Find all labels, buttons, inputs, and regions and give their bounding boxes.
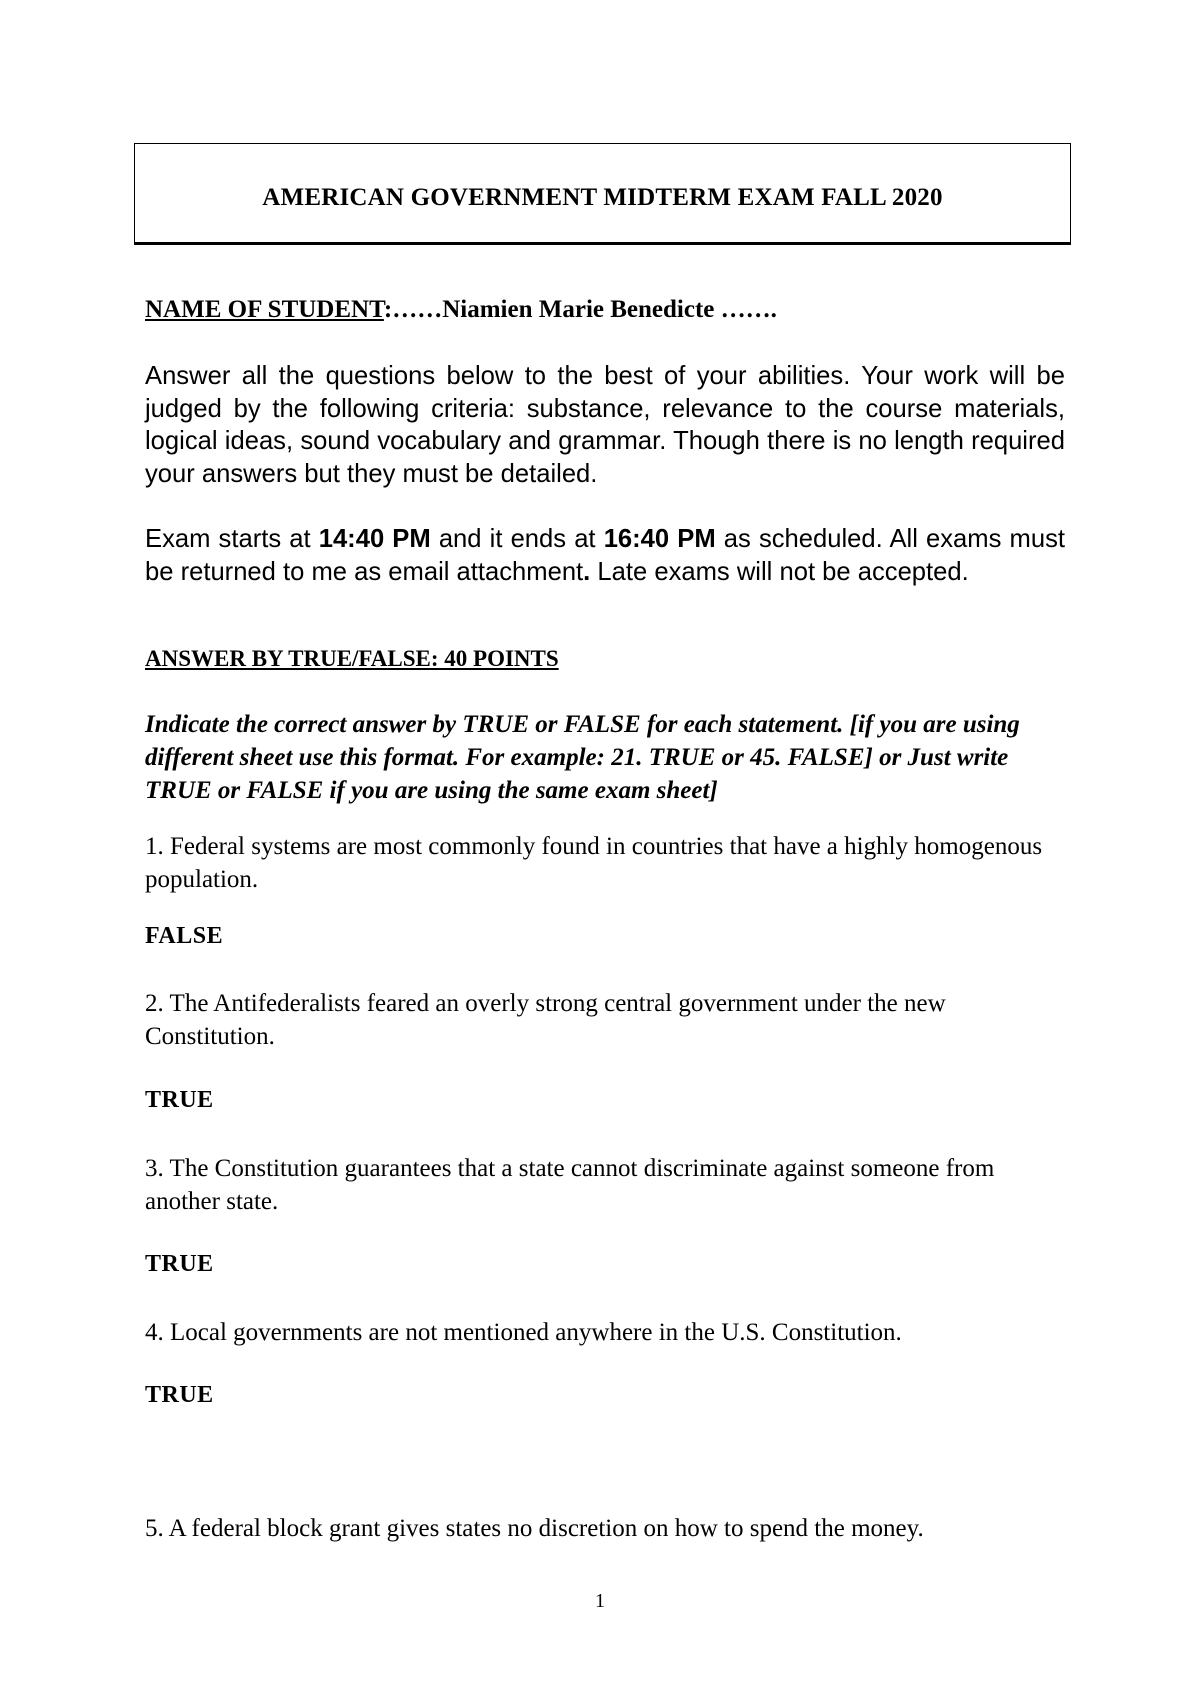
- answer-2: TRUE: [145, 1087, 214, 1113]
- schedule-text-c: as scheduled. All exams must be returned to me as email attachment: [145, 525, 1065, 586]
- question-2: 2. The Antifederalists feared an overly strong central government under the new Constitution.: [145, 990, 946, 1050]
- student-name-line: [145, 296, 777, 324]
- schedule-period: .: [583, 557, 591, 586]
- answer-3: TRUE: [145, 1251, 214, 1277]
- instructions-paragraph: Answer all the questions below to the best of your abilities. Your work will be judged by the following criteria: substance, relevance to the course materials, logical ideas, sound vocabulary and grammar. Though there is no length required your answers but they must be detailed.: [145, 362, 1065, 488]
- question-5: 5. A federal block grant gives states no discretion on how to spend the money.: [145, 1515, 924, 1542]
- question-4: 4. Local governments are not mentioned anywhere in the U.S. Constitution.: [145, 1319, 902, 1346]
- schedule-text-b: and it ends at: [430, 525, 604, 553]
- end-time: 16:40 PM: [603, 525, 716, 553]
- exam-schedule-paragraph: [145, 523, 1065, 588]
- start-time: 14:40 PM: [318, 525, 431, 553]
- exam-title: AMERICAN GOVERNMENT MIDTERM EXAM FALL 2020: [262, 184, 943, 211]
- student-name-value: :……Niamien Marie Benedicte …….: [383, 296, 777, 323]
- student-name-label: NAME OF STUDENT: [145, 296, 384, 323]
- schedule-text-a: Exam starts at: [145, 525, 319, 553]
- title-box: [134, 143, 1071, 245]
- section-heading: ANSWER BY TRUE/FALSE: 40 POINTS: [145, 646, 559, 671]
- page-number: 1: [595, 1590, 605, 1612]
- question-3: 3. The Constitution guarantees that a state cannot discriminate against someone from another state.: [145, 1155, 995, 1215]
- section-instructions: Indicate the correct answer by TRUE or FALSE for each statement. [if you are using different sheet use this format. For example: 21. TRUE or 45. FALSE] or Just write TRUE or FALSE if you are using the same exam sheet]: [145, 711, 1020, 804]
- answer-1: FALSE: [145, 923, 224, 949]
- answer-4: TRUE: [145, 1382, 214, 1408]
- question-1: 1. Federal systems are most commonly found in countries that have a highly homogenous population.: [145, 833, 1043, 893]
- schedule-text-d: Late exams will not be accepted.: [590, 557, 969, 586]
